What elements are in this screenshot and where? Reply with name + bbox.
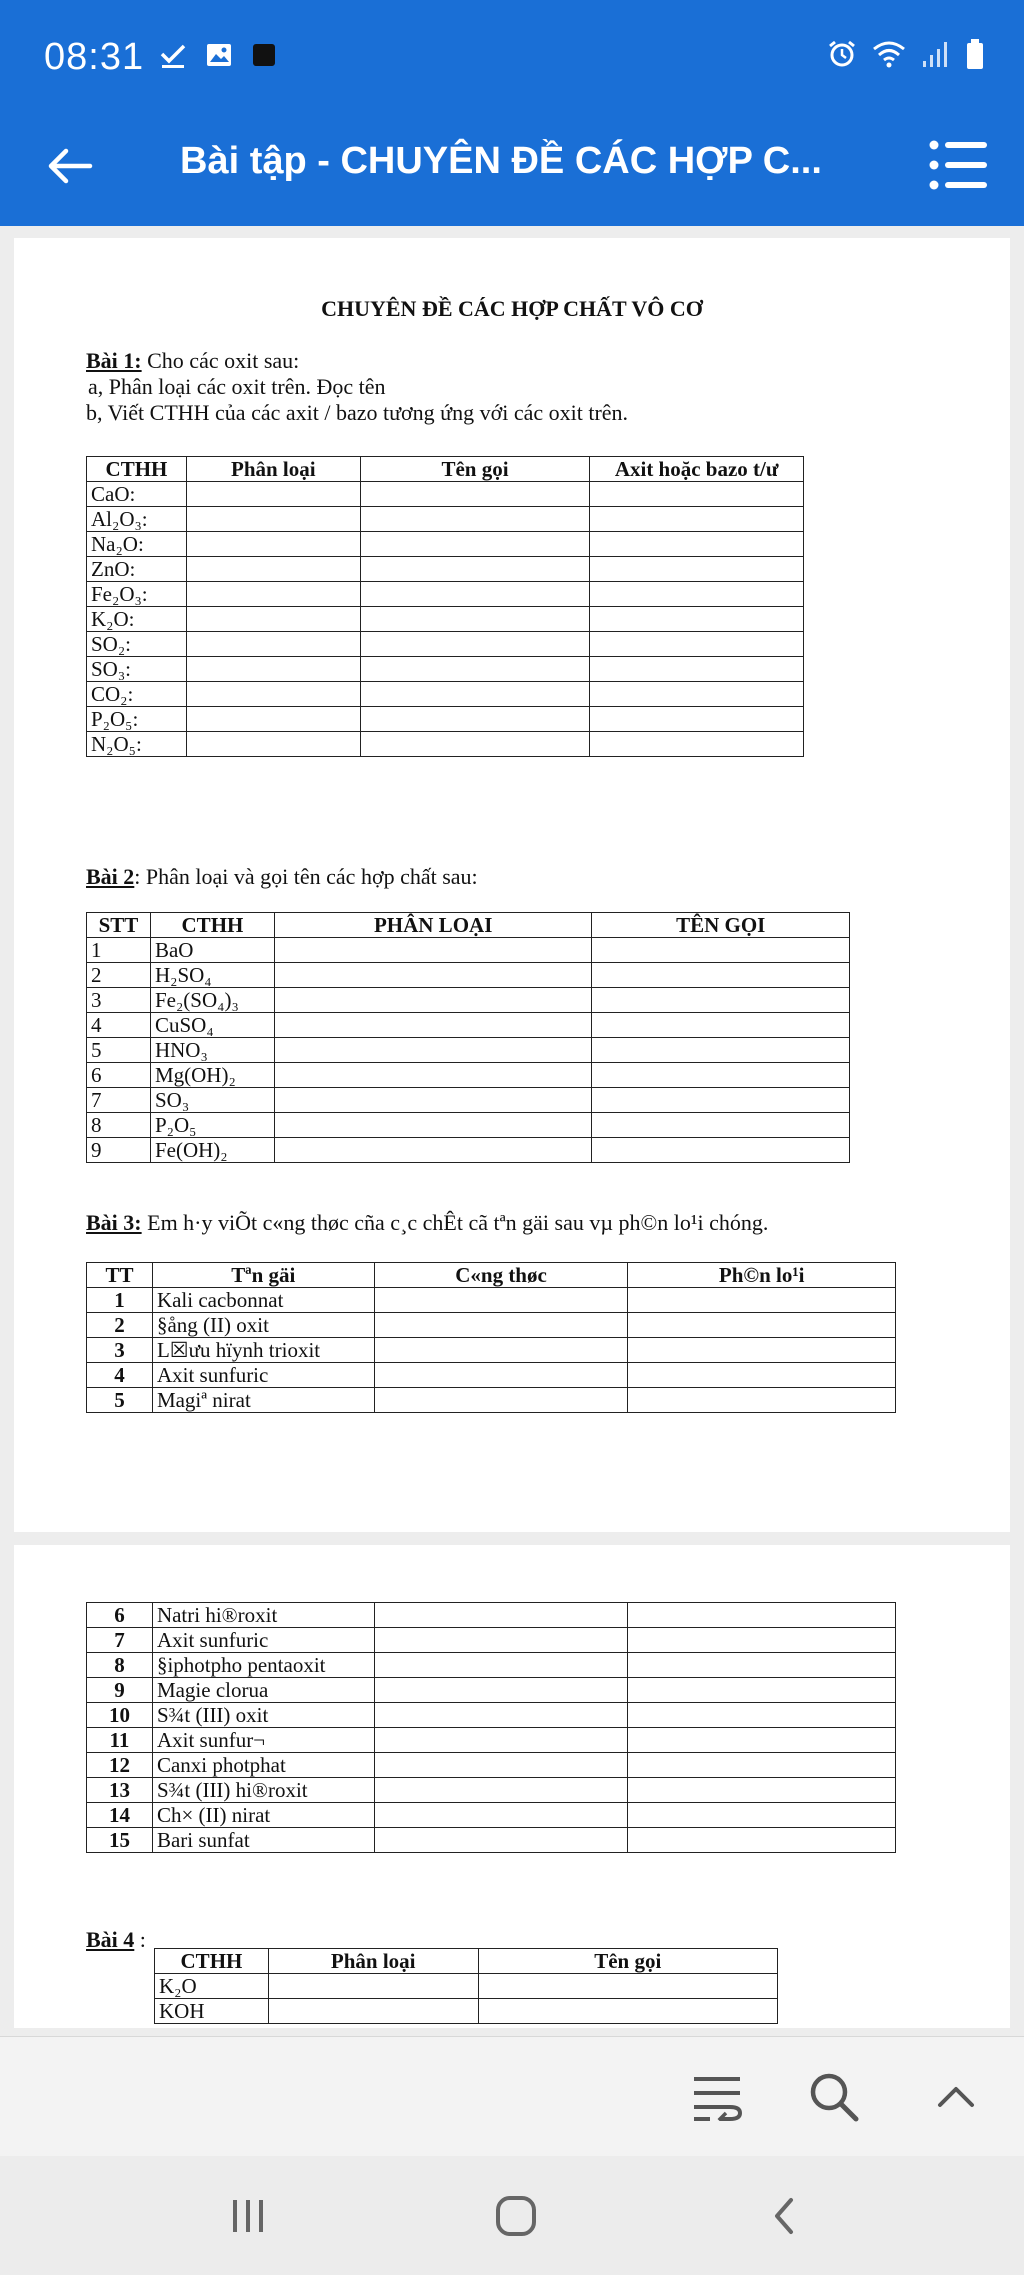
bai1-label: Bài 1: — [86, 348, 142, 373]
back-icon — [769, 2196, 799, 2236]
back-arrow-button[interactable] — [40, 136, 100, 196]
index-cell: 1 — [87, 938, 151, 963]
bai4-intro — [86, 1927, 146, 1953]
formula-cell: SO₃: — [87, 657, 187, 682]
table-row — [87, 1113, 850, 1138]
image-icon — [204, 40, 234, 75]
download-done-icon — [158, 40, 188, 75]
formula-cell: Fe₂O₃: — [87, 582, 187, 607]
bai4-label: Bài 4 — [86, 1927, 135, 1952]
table-row — [87, 1603, 896, 1628]
header-cell: Ph©n lo¹i — [628, 1263, 896, 1288]
app-bar — [0, 116, 1024, 226]
bai1-line-b: b, Viết CTHH của các axit / bazo tương ứng với các oxit trên. — [86, 400, 629, 425]
name-cell: §iphotpho pentaoxit — [152, 1653, 374, 1678]
table-row — [87, 1753, 896, 1778]
table-row — [87, 1628, 896, 1653]
table-row — [87, 1778, 896, 1803]
index-cell: 5 — [87, 1038, 151, 1063]
formula-cell: K₂O: — [87, 607, 187, 632]
index-cell: 7 — [87, 1628, 153, 1653]
formula-cell: P₂O₅: — [87, 707, 187, 732]
status-time: 08:31 — [44, 36, 145, 78]
name-cell: Canxi photphat — [152, 1753, 374, 1778]
index-cell: 7 — [87, 1088, 151, 1113]
formula-cell: H₂SO₄ — [150, 963, 274, 988]
alarm-icon — [826, 38, 858, 75]
table-row — [87, 1288, 896, 1313]
formula-cell: Al₂O₃: — [87, 507, 187, 532]
header-cell: Axit hoặc bazo t/ư — [590, 457, 804, 482]
bai1-line-a: a, Phân loại các oxit trên. Đọc tên — [88, 374, 386, 399]
status-right-icons — [826, 38, 986, 75]
bai3-table-part1 — [86, 1262, 896, 1413]
formula-cell: Fe(OH)₂ — [150, 1138, 274, 1163]
index-cell: 3 — [87, 1338, 153, 1363]
table-row — [87, 532, 804, 557]
formula-cell: KOH — [155, 1999, 269, 2024]
name-cell: L☒ưu hïynh trioxit — [152, 1338, 374, 1363]
bai3-table-part2 — [86, 1602, 896, 1853]
table-row — [87, 1313, 896, 1338]
index-cell: 13 — [87, 1778, 153, 1803]
header-cell: CTHH — [150, 913, 274, 938]
index-cell: 14 — [87, 1803, 153, 1828]
table-row — [87, 1803, 896, 1828]
header-cell: Tên gọi — [478, 1949, 777, 1974]
search-icon — [808, 2071, 860, 2123]
table-row — [87, 1138, 850, 1163]
scroll-up-button[interactable] — [926, 2067, 986, 2127]
name-cell: Natri hi®roxit — [152, 1603, 374, 1628]
recent-apps-button[interactable] — [218, 2186, 278, 2246]
formula-cell: Na₂O: — [87, 532, 187, 557]
search-button[interactable] — [804, 2067, 864, 2127]
formula-cell: SO₂: — [87, 632, 187, 657]
header-cell: TT — [87, 1263, 153, 1288]
system-navigation-bar — [0, 2156, 1024, 2275]
table-row — [87, 1728, 896, 1753]
header-cell: Tên gọi — [360, 457, 590, 482]
table-header-row — [87, 913, 850, 938]
header-cell: CTHH — [155, 1949, 269, 1974]
app-square-icon — [250, 41, 278, 74]
table-row — [87, 988, 850, 1013]
name-cell: Magie clorua — [152, 1678, 374, 1703]
table-row — [87, 963, 850, 988]
name-cell: Kali cacbonnat — [152, 1288, 374, 1313]
header-cell: Phân loại — [186, 457, 360, 482]
table-row — [87, 707, 804, 732]
table-row — [87, 1363, 896, 1388]
name-cell: S¾t (III) hi®roxit — [152, 1778, 374, 1803]
table-row — [87, 1703, 896, 1728]
formula-cell: SO₃ — [150, 1088, 274, 1113]
formula-cell: N₂O₅: — [87, 732, 187, 757]
home-button[interactable] — [486, 2186, 546, 2246]
table-row — [87, 1013, 850, 1038]
header-cell: C«ng thøc — [374, 1263, 628, 1288]
index-cell: 11 — [87, 1728, 153, 1753]
formula-cell: ZnO: — [87, 557, 187, 582]
table-row — [87, 1338, 896, 1363]
nav-back-button[interactable] — [754, 2186, 814, 2246]
table-row — [87, 732, 804, 757]
index-cell: 4 — [87, 1363, 153, 1388]
header-cell: CTHH — [87, 457, 187, 482]
table-row — [87, 1678, 896, 1703]
recent-apps-icon — [228, 2196, 268, 2236]
bai3-label: Bài 3: — [86, 1210, 142, 1235]
document-title: Bài tập - CHUYÊN ĐỀ CÁC HỢP C... — [180, 140, 822, 182]
list-menu-icon — [929, 139, 989, 191]
bai1-table — [86, 456, 804, 757]
index-cell: 2 — [87, 1313, 153, 1338]
index-cell: 9 — [87, 1138, 151, 1163]
bai2-text: : Phân loại và gọi tên các hợp chất sau: — [134, 864, 478, 889]
table-row — [87, 632, 804, 657]
table-row — [87, 1828, 896, 1853]
chevron-up-icon — [936, 2083, 976, 2111]
bai2-table — [86, 912, 850, 1163]
name-cell: Bari sunfat — [152, 1828, 374, 1853]
table-row — [155, 1974, 778, 1999]
table-row — [87, 1088, 850, 1113]
index-cell: 3 — [87, 988, 151, 1013]
formula-cell: BaO — [150, 938, 274, 963]
formula-cell: CaO: — [87, 482, 187, 507]
table-row — [87, 582, 804, 607]
header-cell: Phân loại — [268, 1949, 478, 1974]
name-cell: S¾t (III) oxit — [152, 1703, 374, 1728]
bai2-intro — [86, 864, 478, 890]
index-cell: 10 — [87, 1703, 153, 1728]
table-row — [87, 1038, 850, 1063]
index-cell: 6 — [87, 1063, 151, 1088]
formula-cell: CuSO₄ — [150, 1013, 274, 1038]
table-row — [87, 607, 804, 632]
reflow-text-icon — [692, 2073, 744, 2121]
name-cell: Axit sunfuric — [152, 1363, 374, 1388]
signal-icon — [920, 39, 950, 74]
bai4-suffix: : — [134, 1927, 146, 1952]
table-header-row — [87, 1263, 896, 1288]
bai2-label: Bài 2 — [86, 864, 135, 889]
formula-cell: Fe₂(SO₄)₃ — [150, 988, 274, 1013]
name-cell: Ch× (II) nirat — [152, 1803, 374, 1828]
status-left-icons — [158, 40, 278, 75]
table-row — [87, 507, 804, 532]
reflow-text-button[interactable] — [688, 2067, 748, 2127]
formula-cell: K₂O — [155, 1974, 269, 1999]
index-cell: 6 — [87, 1603, 153, 1628]
header-cell: Tªn gäi — [152, 1263, 374, 1288]
document-page-1[interactable] — [14, 238, 1010, 1532]
header-cell: STT — [87, 913, 151, 938]
back-arrow-icon — [46, 146, 94, 186]
formula-cell: Mg(OH)₂ — [150, 1063, 274, 1088]
name-cell: Axit sunfur¬ — [152, 1728, 374, 1753]
bai4-table — [154, 1948, 778, 2024]
table-header-row — [155, 1949, 778, 1974]
table-row — [87, 657, 804, 682]
table-row — [87, 1388, 896, 1413]
index-cell: 2 — [87, 963, 151, 988]
index-cell: 8 — [87, 1113, 151, 1138]
table-row — [87, 1653, 896, 1678]
battery-icon — [964, 38, 986, 75]
home-icon — [494, 2194, 538, 2238]
table-row — [87, 938, 850, 963]
table-row — [87, 557, 804, 582]
viewer-toolbar — [0, 2036, 1024, 2156]
index-cell: 8 — [87, 1653, 153, 1678]
index-cell: 12 — [87, 1753, 153, 1778]
table-of-contents-button[interactable] — [926, 132, 992, 198]
bai3-intro — [86, 1210, 768, 1236]
index-cell: 5 — [87, 1388, 153, 1413]
name-cell: §ång (II) oxit — [152, 1313, 374, 1338]
bai1-text: Cho các oxit sau: — [141, 348, 300, 373]
doc-heading: CHUYÊN ĐỀ CÁC HỢP CHẤT VÔ CƠ — [321, 296, 703, 321]
table-row — [87, 682, 804, 707]
index-cell: 9 — [87, 1678, 153, 1703]
name-cell: Magiª nirat — [152, 1388, 374, 1413]
bai1-intro — [86, 348, 299, 374]
formula-cell: HNO₃ — [150, 1038, 274, 1063]
table-row — [155, 1999, 778, 2024]
header-cell: TÊN GỌI — [592, 913, 850, 938]
index-cell: 1 — [87, 1288, 153, 1313]
document-page-2[interactable] — [14, 1545, 1010, 2028]
wifi-icon — [872, 39, 906, 74]
bai3-text: Em h·y viÕt c«ng thøc cña c¸c chÊt cã tªn gäi sau vµ ph©n lo¹i chóng. — [141, 1210, 769, 1235]
index-cell: 4 — [87, 1013, 151, 1038]
status-bar — [0, 0, 1024, 116]
formula-cell: CO₂: — [87, 682, 187, 707]
name-cell: Axit sunfuric — [152, 1628, 374, 1653]
table-row — [87, 1063, 850, 1088]
formula-cell: P₂O₅ — [150, 1113, 274, 1138]
index-cell: 15 — [87, 1828, 153, 1853]
header-cell: PHÂN LOẠI — [274, 913, 592, 938]
table-header-row — [87, 457, 804, 482]
table-row — [87, 482, 804, 507]
